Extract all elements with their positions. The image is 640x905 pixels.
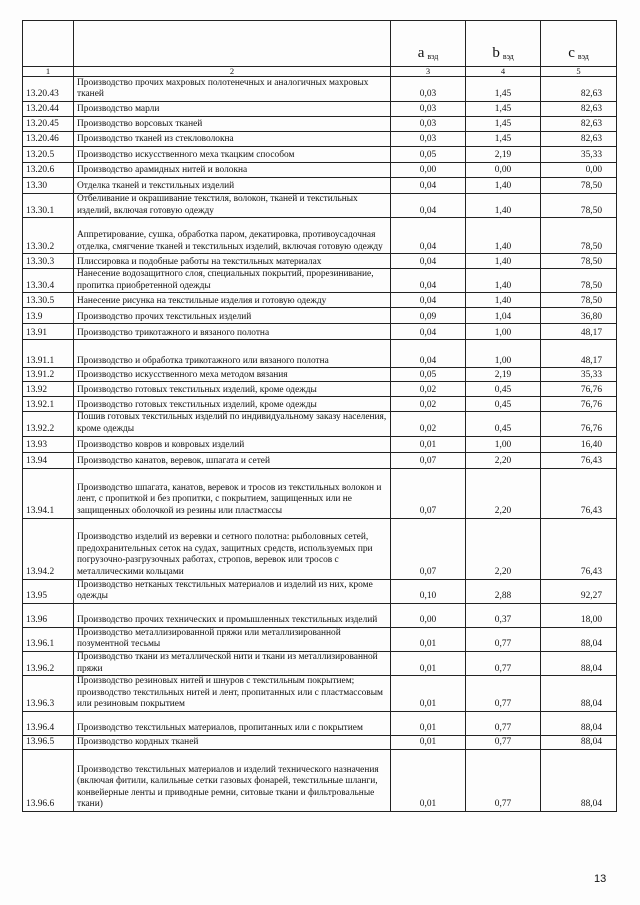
coefficient-c-cell: 82,63 — [541, 77, 617, 102]
header-code-cell — [23, 21, 74, 67]
activity-name-cell: Производство текстильных материалов и изделий технического назначения (включая фитили, калильные сетки газовых фонарей, текстильные шланги, конвейерные ленты и приводные ремни, ситовые ткани и фильтровальные ткани) — [74, 749, 391, 811]
activity-code-cell: 13.30.2 — [23, 218, 74, 254]
activity-code-cell: 13.91.1 — [23, 340, 74, 368]
header-a-subscript: вэд — [427, 52, 439, 62]
coefficient-c-cell: 76,76 — [541, 412, 617, 436]
coefficient-b-cell: 1,40 — [466, 194, 541, 218]
table-row — [23, 147, 617, 163]
column-index-4: 4 — [466, 67, 541, 77]
activity-name-cell: Производство ворсовых тканей — [74, 117, 391, 132]
table-row — [23, 749, 617, 811]
coefficient-b-cell: 2,19 — [466, 147, 541, 163]
coefficient-c-cell: 82,63 — [541, 117, 617, 132]
coefficient-b-cell: 0,77 — [466, 651, 541, 675]
coefficient-a-cell: 0,01 — [391, 711, 466, 735]
activity-code-cell: 13.91 — [23, 324, 74, 340]
activity-code-cell: 13.20.6 — [23, 163, 74, 178]
coefficient-b-cell: 1,40 — [466, 269, 541, 293]
coefficient-b-cell: 1,00 — [466, 340, 541, 368]
coefficient-b-cell: 2,20 — [466, 452, 541, 468]
activity-code-cell: 13.92.2 — [23, 412, 74, 436]
activity-name-cell: Плиссировка и подобные работы на текстильных материалах — [74, 254, 391, 269]
coefficient-c-cell: 78,50 — [541, 269, 617, 293]
coefficient-c-cell: 82,63 — [541, 102, 617, 117]
coefficient-c-cell: 18,00 — [541, 603, 617, 627]
column-index-2: 2 — [74, 67, 391, 77]
table-row — [23, 308, 617, 324]
page-number: 13 — [594, 873, 607, 885]
activity-code-cell: 13.94.1 — [23, 468, 74, 518]
activity-code-cell: 13.20.43 — [23, 77, 74, 102]
table-row — [23, 254, 617, 269]
coefficient-c-cell: 36,80 — [541, 308, 617, 324]
table-row — [23, 627, 617, 651]
coefficient-c-cell: 0,00 — [541, 163, 617, 178]
activity-code-cell: 13.9 — [23, 308, 74, 324]
coefficient-c-cell: 48,17 — [541, 340, 617, 368]
table-row — [23, 651, 617, 675]
coefficient-a-cell: 0,05 — [391, 147, 466, 163]
coefficient-a-cell: 0,07 — [391, 518, 466, 579]
table-row — [23, 324, 617, 340]
activity-name-cell: Производство ткани из металлической нити и ткани из металлизированной пряжи — [74, 651, 391, 675]
coefficient-a-cell: 0,04 — [391, 194, 466, 218]
header-a-label: а — [417, 45, 425, 62]
activity-name-cell: Производство нетканых текстильных материалов и изделий из них, кроме одежды — [74, 579, 391, 603]
coefficient-b-cell: 1,40 — [466, 254, 541, 269]
activity-name-cell: Производство текстильных материалов, пропитанных или с покрытием — [74, 711, 391, 735]
activity-code-cell: 13.91.2 — [23, 368, 74, 382]
coefficient-a-cell: 0,03 — [391, 117, 466, 132]
coefficient-a-cell: 0,04 — [391, 269, 466, 293]
coefficient-a-cell: 0,00 — [391, 603, 466, 627]
table-row — [23, 397, 617, 412]
coefficient-c-cell: 76,43 — [541, 518, 617, 579]
coefficient-a-cell: 0,01 — [391, 436, 466, 452]
coefficient-c-cell: 92,27 — [541, 579, 617, 603]
table-row — [23, 178, 617, 194]
table-row — [23, 117, 617, 132]
header-c-cell — [541, 21, 617, 67]
activity-name-cell: Производство готовых текстильных изделий, кроме одежды — [74, 382, 391, 397]
header-c-label: с — [568, 45, 575, 62]
table-row — [23, 735, 617, 749]
activity-name-cell: Отделка тканей и текстильных изделий — [74, 178, 391, 194]
activity-code-cell: 13.96.2 — [23, 651, 74, 675]
activity-name-cell: Производство ковров и ковровых изделий — [74, 436, 391, 452]
activity-code-cell: 13.30.5 — [23, 293, 74, 308]
header-name-cell — [74, 21, 391, 67]
table-row — [23, 102, 617, 117]
activity-name-cell: Нанесение водозащитного слоя, специальных покрытий, прорезинивание, пропитка приобретенной одежды — [74, 269, 391, 293]
coefficient-b-cell: 1,40 — [466, 218, 541, 254]
table-row — [23, 579, 617, 603]
coefficient-a-cell: 0,01 — [391, 735, 466, 749]
coefficient-b-cell: 1,00 — [466, 324, 541, 340]
header-b-label: b — [492, 45, 500, 62]
coefficient-a-cell: 0,02 — [391, 412, 466, 436]
table-row — [23, 468, 617, 518]
activity-name-cell: Производство кордных тканей — [74, 735, 391, 749]
activity-name-cell: Аппретирование, сушка, обработка паром, декатировка, противоусадочная отделка, смягчение тканей и текстильных изделий, включая готовую одежду — [74, 218, 391, 254]
activity-name-cell: Производство канатов, веревок, шпагата и сетей — [74, 452, 391, 468]
coefficient-c-cell: 78,50 — [541, 194, 617, 218]
table-row — [23, 518, 617, 579]
activity-code-cell: 13.30.3 — [23, 254, 74, 269]
column-index-row — [23, 67, 617, 77]
coefficient-c-cell: 78,50 — [541, 293, 617, 308]
activity-name-cell: Отбеливание и окрашивание текстиля, волокон, тканей и текстильных изделий, включая готовую одежду — [74, 194, 391, 218]
coefficient-a-cell: 0,01 — [391, 749, 466, 811]
activity-code-cell: 13.20.44 — [23, 102, 74, 117]
coefficient-a-cell: 0,02 — [391, 397, 466, 412]
coefficient-c-cell: 78,50 — [541, 254, 617, 269]
activity-code-cell: 13.20.45 — [23, 117, 74, 132]
table-row — [23, 436, 617, 452]
coefficient-c-cell: 35,33 — [541, 368, 617, 382]
activity-name-cell: Производство шпагата, канатов, веревок и тросов из текстильных волокон и лент, с пропиткой и без пропитки, с покрытием, защищенных или не защищенных оболочкой из резины или пластмассы — [74, 468, 391, 518]
coefficient-b-cell: 1,45 — [466, 132, 541, 147]
coefficient-b-cell: 0,00 — [466, 163, 541, 178]
table-row — [23, 218, 617, 254]
activity-code-cell: 13.96.5 — [23, 735, 74, 749]
activity-name-cell: Производство прочих текстильных изделий — [74, 308, 391, 324]
activity-code-cell: 13.30.4 — [23, 269, 74, 293]
table-row — [23, 132, 617, 147]
coefficient-c-cell: 88,04 — [541, 627, 617, 651]
table-row — [23, 340, 617, 368]
table-row — [23, 452, 617, 468]
table-row — [23, 368, 617, 382]
coefficient-c-cell: 82,63 — [541, 132, 617, 147]
column-index-3: 3 — [391, 67, 466, 77]
table-row — [23, 382, 617, 397]
activity-code-cell: 13.92 — [23, 382, 74, 397]
activity-code-cell: 13.96.1 — [23, 627, 74, 651]
coefficient-b-cell: 1,45 — [466, 102, 541, 117]
header-c-subscript: вэд — [577, 52, 589, 62]
coefficient-b-cell: 2,19 — [466, 368, 541, 382]
coefficient-b-cell: 0,45 — [466, 397, 541, 412]
coefficient-b-cell: 0,45 — [466, 382, 541, 397]
coefficient-b-cell: 0,77 — [466, 676, 541, 712]
activity-name-cell: Производство искусственного меха ткацким способом — [74, 147, 391, 163]
coefficient-c-cell: 76,43 — [541, 468, 617, 518]
table-row — [23, 77, 617, 102]
activity-code-cell: 13.20.46 — [23, 132, 74, 147]
coefficient-c-cell: 48,17 — [541, 324, 617, 340]
coefficient-a-cell: 0,04 — [391, 340, 466, 368]
activity-code-cell: 13.96.3 — [23, 676, 74, 712]
coefficient-a-cell: 0,03 — [391, 102, 466, 117]
coefficient-b-cell: 0,45 — [466, 412, 541, 436]
activity-code-cell: 13.94.2 — [23, 518, 74, 579]
coefficient-b-cell: 0,77 — [466, 627, 541, 651]
activity-code-cell: 13.30.1 — [23, 194, 74, 218]
coefficient-a-cell: 0,04 — [391, 178, 466, 194]
activity-name-cell: Производство арамидных нитей и волокна — [74, 163, 391, 178]
activity-code-cell: 13.93 — [23, 436, 74, 452]
coefficient-b-cell: 2,20 — [466, 468, 541, 518]
header-b-cell — [466, 21, 541, 67]
coefficient-a-cell: 0,05 — [391, 368, 466, 382]
activity-name-cell: Производство прочих технических и промышленных текстильных изделий — [74, 603, 391, 627]
coefficient-a-cell: 0,04 — [391, 293, 466, 308]
coefficient-c-cell: 76,76 — [541, 382, 617, 397]
coefficient-c-cell: 35,33 — [541, 147, 617, 163]
coefficient-a-cell: 0,01 — [391, 676, 466, 712]
activity-code-cell: 13.95 — [23, 579, 74, 603]
coefficient-a-cell: 0,02 — [391, 382, 466, 397]
coefficient-a-cell: 0,07 — [391, 468, 466, 518]
coefficient-c-cell: 88,04 — [541, 749, 617, 811]
coefficient-a-cell: 0,04 — [391, 324, 466, 340]
coefficient-b-cell: 2,20 — [466, 518, 541, 579]
coefficient-b-cell: 0,77 — [466, 735, 541, 749]
coefficient-a-cell: 0,01 — [391, 627, 466, 651]
coefficient-a-cell: 0,00 — [391, 163, 466, 178]
activity-code-cell: 13.20.5 — [23, 147, 74, 163]
activity-name-cell: Производство марли — [74, 102, 391, 117]
coefficient-b-cell: 1,00 — [466, 436, 541, 452]
coefficient-b-cell: 1,40 — [466, 178, 541, 194]
table-row — [23, 269, 617, 293]
coefficient-a-cell: 0,09 — [391, 308, 466, 324]
coefficient-c-cell: 88,04 — [541, 735, 617, 749]
coefficient-c-cell: 88,04 — [541, 651, 617, 675]
activity-code-cell: 13.96.4 — [23, 711, 74, 735]
coefficient-c-cell: 76,43 — [541, 452, 617, 468]
activity-name-cell: Производство металлизированной пряжи или металлизированной позументной тесьмы — [74, 627, 391, 651]
coefficient-a-cell: 0,01 — [391, 651, 466, 675]
activity-name-cell: Производство тканей из стекловолокна — [74, 132, 391, 147]
coefficient-b-cell: 1,40 — [466, 293, 541, 308]
table-row — [23, 676, 617, 712]
activity-code-cell: 13.96 — [23, 603, 74, 627]
activity-name-cell: Нанесение рисунка на текстильные изделия и готовую одежду — [74, 293, 391, 308]
activity-code-cell: 13.96.6 — [23, 749, 74, 811]
coefficients-table — [22, 20, 617, 812]
activity-name-cell: Производство изделий из веревки и сетного полотна: рыболовных сетей, предохранительных сеток на судах, защитных средств, используемых при погрузочно-разгрузочных работах, стропов, веревок или тросов с металлическими кольцами — [74, 518, 391, 579]
coefficient-b-cell: 0,77 — [466, 711, 541, 735]
activity-code-cell: 13.30 — [23, 178, 74, 194]
activity-name-cell: Производство искусственного меха методом вязания — [74, 368, 391, 382]
activity-name-cell: Производство и обработка трикотажного или вязаного полотна — [74, 340, 391, 368]
activity-name-cell: Пошив готовых текстильных изделий по индивидуальному заказу населения, кроме одежды — [74, 412, 391, 436]
coefficient-b-cell: 0,37 — [466, 603, 541, 627]
table-row — [23, 603, 617, 627]
coefficient-a-cell: 0,04 — [391, 218, 466, 254]
activity-code-cell: 13.94 — [23, 452, 74, 468]
coefficient-b-cell: 1,04 — [466, 308, 541, 324]
coefficient-a-cell: 0,07 — [391, 452, 466, 468]
column-index-1: 1 — [23, 67, 74, 77]
coefficient-c-cell: 88,04 — [541, 676, 617, 712]
activity-name-cell: Производство резиновых нитей и шнуров с текстильным покрытием; производство текстильных нитей и лент, пропитанных или с пластмассовым или резиновым покрытием — [74, 676, 391, 712]
table-header-row — [23, 21, 617, 67]
coefficient-b-cell: 2,88 — [466, 579, 541, 603]
coefficient-c-cell: 76,76 — [541, 397, 617, 412]
activity-name-cell: Производство прочих махровых полотенечных и аналогичных махровых тканей — [74, 77, 391, 102]
coefficient-a-cell: 0,10 — [391, 579, 466, 603]
column-index-5: 5 — [541, 67, 617, 77]
coefficient-b-cell: 1,45 — [466, 77, 541, 102]
coefficient-a-cell: 0,03 — [391, 132, 466, 147]
coefficient-b-cell: 0,77 — [466, 749, 541, 811]
table-row — [23, 194, 617, 218]
table-row — [23, 711, 617, 735]
coefficient-c-cell: 78,50 — [541, 218, 617, 254]
coefficient-c-cell: 16,40 — [541, 436, 617, 452]
table-row — [23, 163, 617, 178]
table-row — [23, 293, 617, 308]
table-row — [23, 412, 617, 436]
coefficient-c-cell: 78,50 — [541, 178, 617, 194]
coefficient-a-cell: 0,03 — [391, 77, 466, 102]
coefficient-c-cell: 88,04 — [541, 711, 617, 735]
activity-name-cell: Производство трикотажного и вязаного полотна — [74, 324, 391, 340]
activity-code-cell: 13.92.1 — [23, 397, 74, 412]
coefficient-a-cell: 0,04 — [391, 254, 466, 269]
header-b-subscript: вэд — [502, 52, 514, 62]
coefficient-b-cell: 1,45 — [466, 117, 541, 132]
header-a-cell — [391, 21, 466, 67]
activity-name-cell: Производство готовых текстильных изделий, кроме одежды — [74, 397, 391, 412]
